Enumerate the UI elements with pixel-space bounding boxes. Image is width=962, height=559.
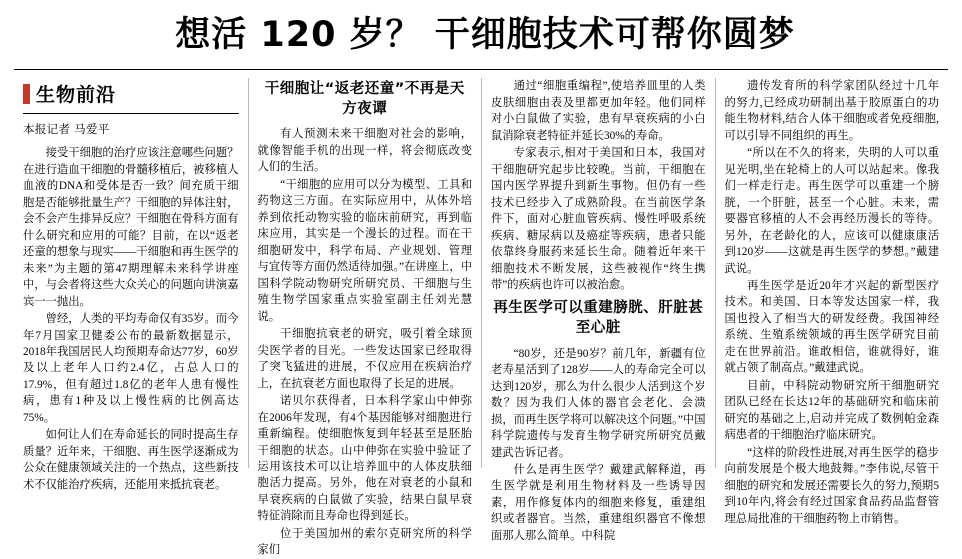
masthead-underline <box>23 113 239 114</box>
paragraph: 曾经，人类的平均寿命仅有35岁。而今年7月国家卫健委公布的最新数据显示，2018年我国居民人均预期寿命达77岁，60岁及以上老年人口约2.4亿，占总人口的17.9%，但有超过1.8亿的老年人患有慢性病，患有1种及以上慢性病的比例高达75%。 <box>23 313 239 424</box>
paragraph: “这样的阶段性进展,对再生医学的稳步向前发展是个极大地鼓舞。”李伟说,尽管干细胞的研究和发展还需要长久的努力,预期5到10年内,将会有经过国家食品药品监督管理总局批准的干细胞药物上市销售。 <box>724 446 939 525</box>
section-masthead <box>23 80 239 107</box>
article-columns <box>14 78 948 557</box>
paragraph: 如何让人们在寿命延长的同时提高生存质量？近年来，干细胞、再生医学逐渐成为公众在健康领域关注的一个热点，这些新技术不仅能治疗疾病，还能用来抵抗衰老。 <box>23 429 239 491</box>
column-1-body <box>23 145 239 493</box>
paragraph: “干细胞的应用可以分为模型、工具和药物这三方面。在实际应用中，从体外培养到依托动物实验的临床前研究，再到临床应用，其实是一个漫长的过程。而在干细胞研发中，科学布局、产业规划、管理与宜传等方面仍然适待加强。”在讲座上，中国科学院动物研究所研究员、干细胞与生殖生物学国家重点实验室副主任刘光慧说。 <box>257 178 472 323</box>
paragraph: 专家表示,相对于美国和日本，我国对干细胞研究起步比较晚。当前，干细胞在国内医学界提升到新生事物。但仍有一些技术已经步入了成熟阶段。在当前医学条件下，面对心脏血管疾病、慢性呼吸系统疾病、糖尿病以及癌症等疾病，患者只能依靠终身服药来延长生命。随着近年来干细胞技术不断发展，这些被视作“终生携带”的疾病也许可以被治愈。 <box>491 147 706 291</box>
paragraph: 目前，中科院动物研究所干细胞研究团队已经在长达12年的基础研究和临床前研究的基础之上,启动并完成了数例帕金森病患者的干细胞治疗临床研究。 <box>724 379 939 442</box>
paragraph: “80岁，还是90岁？前几年，新疆有位老寿星活到了128岁——人的寿命完全可以达到120岁，那么为什么很少人活到这个岁数？因为我们人体的器官会老化、会溃损，而再生医学将可以解决这个问题。”中国科学院遗传与发育生物学研究所研究员戴建武告诉记者。 <box>491 347 706 459</box>
paragraph: 干细胞抗衰老的研究，吸引着全球顶尖医学者的目光。一些发达国家已经取得了突飞猛进的进展，不仅应用在疾病治疗上，在抗衰老方面也取得了长足的进展。 <box>257 328 472 390</box>
paragraph: 有人预测未来干细胞对社会的影响，就像智能手机的出现一样，将会彻底改变人们的生活。 <box>257 128 472 174</box>
paragraph: 通过“细胞重编程”,使培养皿里的人类皮肤细胞由表及里都更加年轻。他们同样对小白鼠做了实验，患有早衰疾病的小白鼠消除衰老特征并延长30%的寿命。 <box>491 80 706 142</box>
paragraph: 位于美国加州的索尔克研究所的科学家们 <box>257 527 472 557</box>
paragraph: 什么是再生医学？戴建武解释道，再生医学就是利用生物材料及一些诱导因素，用作修复体内的细胞来修复，重建组织或者器官。当然，重建组织器官不像想面那人那么简单。中科院 <box>491 464 706 542</box>
article-column-2 <box>248 78 482 557</box>
subheading: 再生医学可以重建膀胱、肝脏甚至心脏 <box>493 300 704 337</box>
header-divider <box>14 69 948 70</box>
article-column-1 <box>14 78 248 491</box>
column-2-body <box>258 80 473 559</box>
paragraph: “所以在不久的将来，失明的人可以重见光明,坐在轮椅上的人可以站起来。像我们一样走行走。再生医学可以重建一个膀胱，一个肝脏，甚至一个心脏。未来，需要器官移植的人不会再经历漫长的等待。另外，在老龄化的人，应该可以健康康活到120岁——这就是再生医学的梦想。”戴建武说。 <box>724 147 939 275</box>
paragraph: 遗传发育所的科学家团队经过十几年的努力,已经成功研制出基于胶原蛋白的功能生物材料,结合人体干细胞或者免疫细胞,可以引导不同组织的再生。 <box>724 80 939 142</box>
headline-area <box>14 10 948 65</box>
column-4-body <box>725 78 940 527</box>
byline: 本报记者 马爱平 <box>23 122 110 137</box>
paragraph: 接受干细胞的治疗应该注意哪些问题？在进行造血干细胞的骨髓移植后，被移植人血液的DNA和受体是否一致？间充质干细胞是否能够批量生产？干细胞的异体注射，会不会产生排异反应？干细胞在骨科方面有什么研究和应用的可能？目前，在以“返老还童的想象与现实——干细胞和再生医学的未来”为主题的第47期理解未来科学讲座中，与会者将这些大众关心的问题向讲演嘉宾一一抛出。 <box>23 147 239 308</box>
subheading: 干细胞让“返老还童”不再是天方夜谭 <box>264 81 465 117</box>
article-column-3 <box>481 78 715 542</box>
paragraph: 再生医学是近20年才兴起的新型医疗技术。和美国、日本等发达国家一样，我国也投入了相当大的研发经费。我国神经系统、生殖系统领域的再生医学研究目前走在世界前沿。谁敢相信，谁就得好，谁就占领了制高点。”戴建武说。 <box>724 280 939 375</box>
red-bar-icon <box>23 84 30 104</box>
section-label: 生物前沿 <box>36 84 117 107</box>
article-column-4 <box>715 78 949 525</box>
page-title: 想活 120 岁？ 干细胞技术可帮你圆梦 <box>175 15 795 55</box>
column-3-body <box>491 78 706 544</box>
paragraph: 诺贝尔获得者，日本科学家山中伸弥在2006年发现，有4个基因能够对细胞进行重新编程。使细胞恢复到年轻甚至是胚胎干细胞的状态。山中伸弥在实验中验证了运用该技术可以让培养皿中的人体皮肤细胞活力提高。另外，他在对衰老的小鼠和早衰疾病的白鼠做了实验，结果白鼠早衰特征消除而且寿命也得到延长。 <box>257 395 472 523</box>
